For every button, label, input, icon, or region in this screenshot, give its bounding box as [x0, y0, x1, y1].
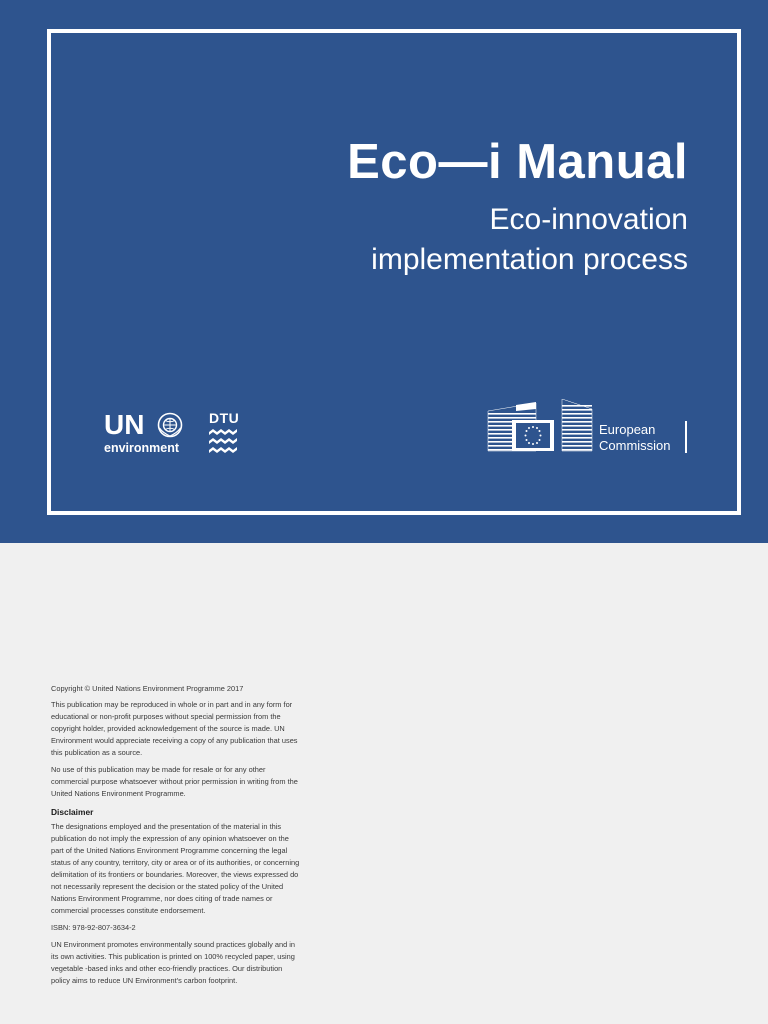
- dtu-logo-letters: DTU: [209, 410, 240, 426]
- disclaimer-heading: Disclaimer: [51, 807, 94, 817]
- copyright-line: Copyright © United Nations Environment Programme 2017: [51, 684, 244, 693]
- ec-logo-line-2: Commission: [599, 438, 671, 453]
- ec-logo-line-1: European: [599, 422, 656, 437]
- environmental-notice: UN Environment promotes environmentally sound practices globally and in its own activities. This publication is printed on 100% recycled paper, using vegetable -based inks and other eco-friendly practices. Our distribution policy aims to reduce UN Environment's carbon footprint.: [51, 940, 296, 985]
- subtitle-line-1: Eco-innovation: [489, 203, 688, 236]
- document-subtitle: [371, 200, 688, 280]
- un-logo-word: environment: [104, 441, 180, 455]
- un-logo-letters: UN: [104, 409, 145, 440]
- isbn: ISBN: 978-92-807-3634-2: [51, 923, 136, 932]
- european-commission-logo: [486, 399, 691, 455]
- ec-logo-text: [599, 422, 671, 454]
- disclaimer-text: The designations employed and the presentation of the material in this publication do not imply the expression of any opinion whatsoever on the part of the United Nations Environment Programme concerning the legal status of any country, territory, city or area or of its authorities, or concerning delimitation of its frontiers or boundaries. Moreover, the views expressed do not necessarily represent the decision or the stated policy of the United Nations Environment Programme, nor does citing of trade names or commercial processes constitute endorsement.: [51, 822, 300, 915]
- subtitle-line-2: implementation process: [371, 243, 688, 276]
- un-environment-logo: [104, 410, 186, 458]
- dtu-waves-icon: [208, 429, 238, 455]
- ec-logo-divider: [685, 421, 687, 453]
- document-title: Eco—i Manual: [347, 135, 688, 189]
- ec-building-icon: [486, 399, 594, 455]
- reproduction-notice: This publication may be reproduced in whole or in part and in any form for educational or non-profit purposes without special permission from the copyright holder, provided acknowledgement of the source is made. UN Environment would appreciate receiving a copy of any publication that uses this publication as a source.: [51, 700, 298, 757]
- un-emblem-icon: [157, 412, 183, 438]
- dtu-logo: [208, 410, 240, 456]
- commercial-use-notice: No use of this publication may be made for resale or for any other commercial purpose whatsoever without prior permission in writing from the United Nations Environment Programme.: [51, 765, 298, 798]
- legal-notice: [51, 683, 303, 992]
